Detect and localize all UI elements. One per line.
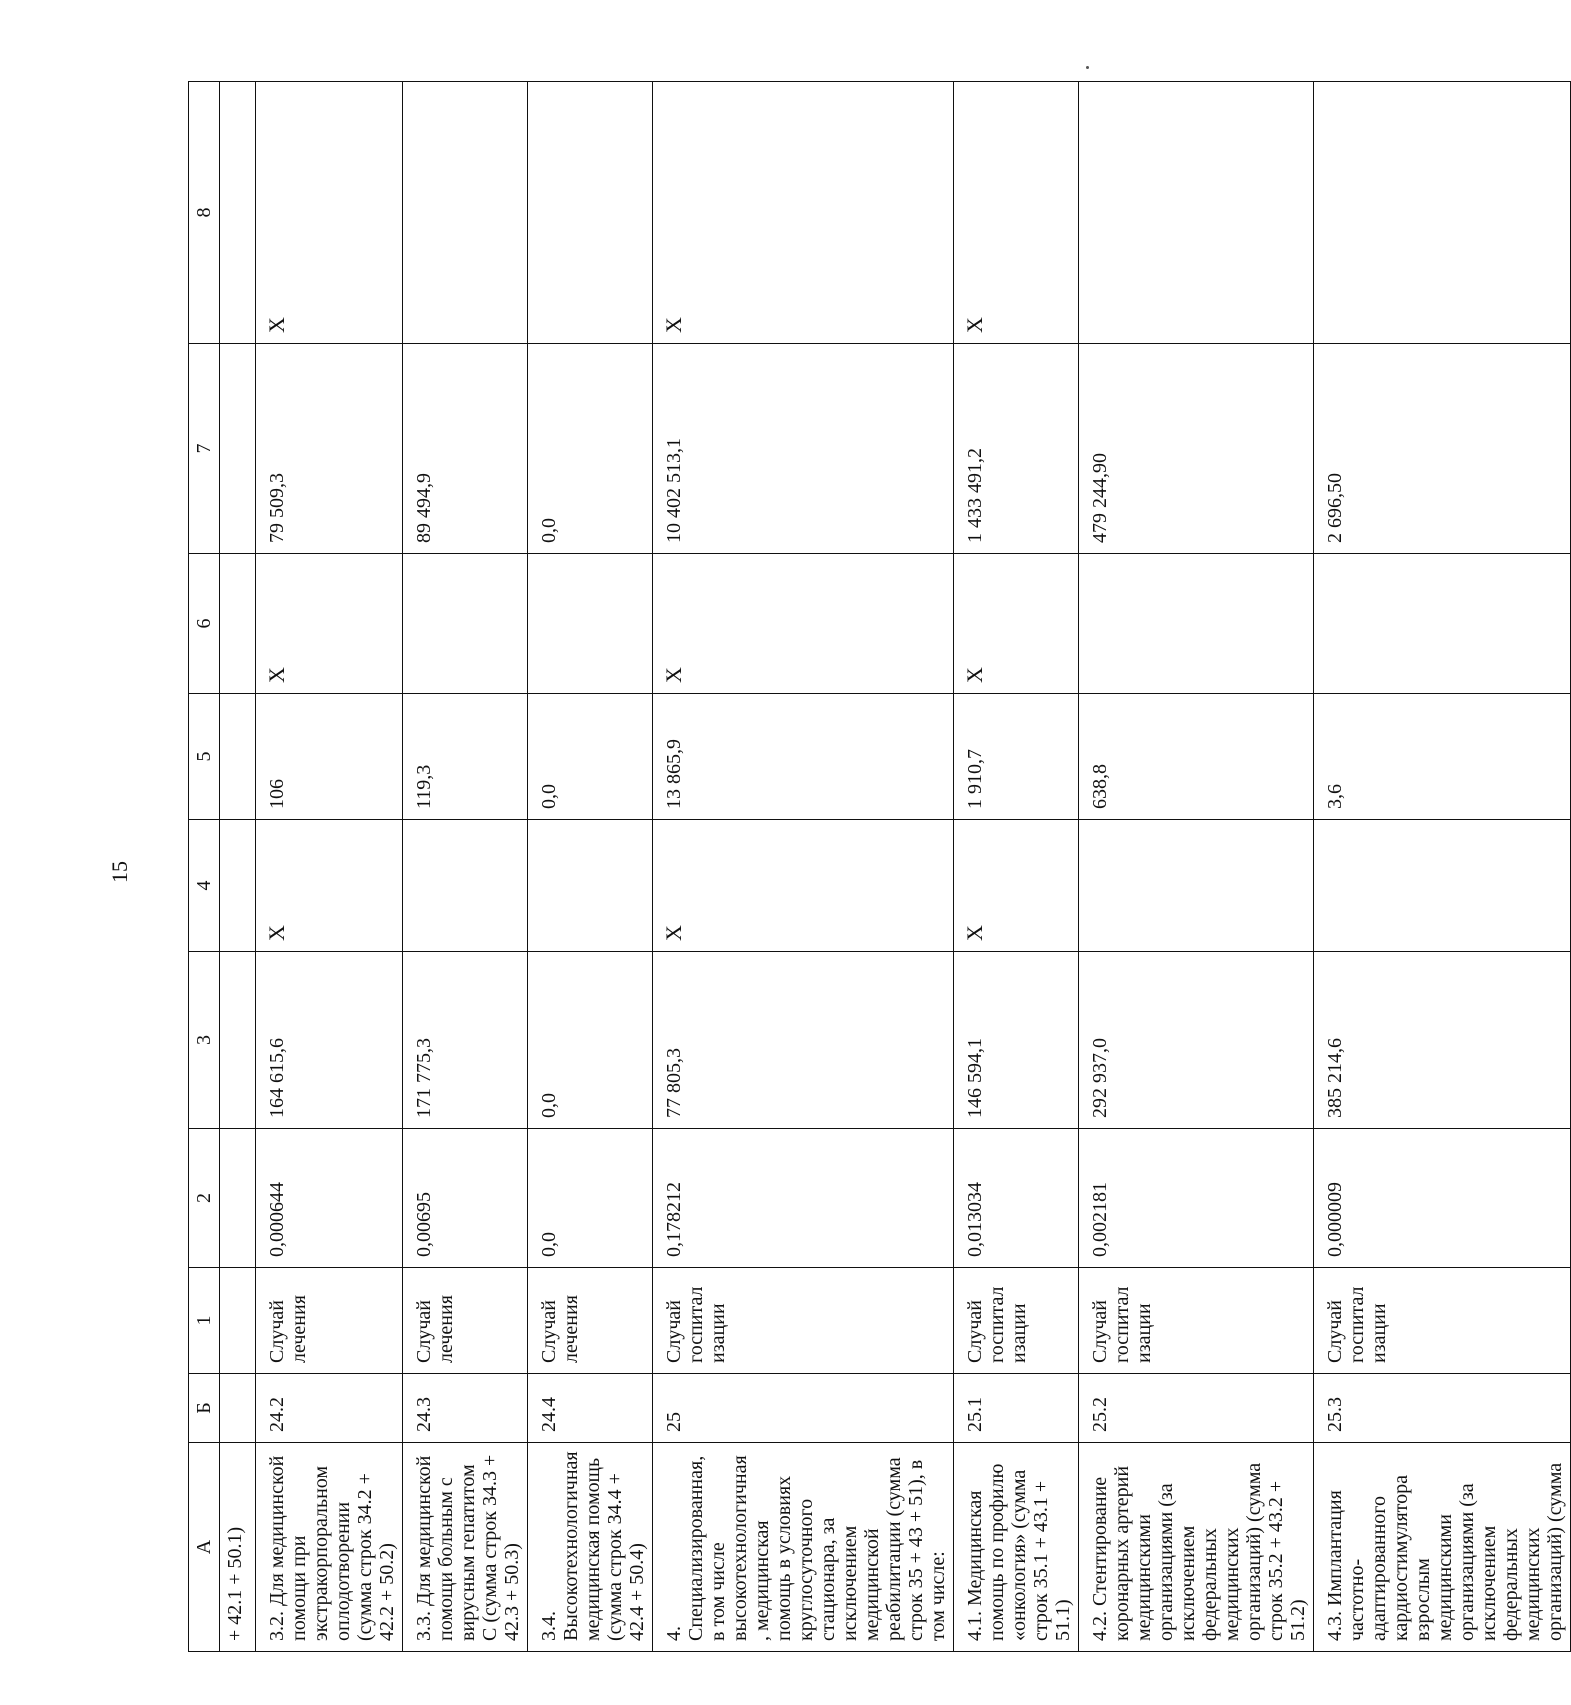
- table-cell: Случай лечения: [403, 1268, 528, 1374]
- table-cell: 4. Специализированная, в том числе высокотехнологичная, медицинская помощь в условиях круглосуточного стационара, за исключением медицинской реабилитации (сумма строк 35 + 43 + 51), в том числе:: [653, 1443, 954, 1652]
- table-cell: 385 214,6: [1314, 952, 1571, 1129]
- header-cell: 2: [189, 1129, 220, 1268]
- table-cell: 119,3: [403, 694, 528, 820]
- table-cell: Х: [954, 554, 1079, 694]
- table-cell: 3,6: [1314, 694, 1571, 820]
- table-cell: 0,0: [528, 1129, 653, 1268]
- table-cell: Х: [256, 820, 403, 952]
- table-cell: 4.3. Имплантация частотно-адаптированного кардиостимулятора взрослым медицинскими организациями (за исключением федеральных медицинских организаций) (сумма: [1314, 1443, 1571, 1652]
- table-cell: 0,000009: [1314, 1129, 1571, 1268]
- table-cell: Х: [653, 820, 954, 952]
- table-cell: [1314, 820, 1571, 952]
- table-cell: [1079, 820, 1314, 952]
- rotated-table-container: [188, 82, 1566, 1652]
- table-cell: 0,000644: [256, 1129, 403, 1268]
- table-cell: 3.3. Для медицинской помощи больным с вирусным гепатитом С (сумма строк 34.3 + 42.3 + 50.3): [403, 1443, 528, 1652]
- table-cell: + 42.1 + 50.1): [220, 1443, 256, 1652]
- table-cell: 0,178212: [653, 1129, 954, 1268]
- header-cell: 7: [189, 344, 220, 554]
- table-cell: [220, 1374, 256, 1443]
- scan-speck: [1086, 66, 1089, 69]
- table-cell: 24.3: [403, 1374, 528, 1443]
- table-cell: 89 494,9: [403, 344, 528, 554]
- table-cell: Случай госпитализации: [1314, 1268, 1571, 1374]
- table-cell: [220, 1268, 256, 1374]
- table-row: [653, 82, 954, 1652]
- table-cell: 1 433 491,2: [954, 344, 1079, 554]
- table-cell: [528, 554, 653, 694]
- table-cell: 106: [256, 694, 403, 820]
- table-cell: 638,8: [1079, 694, 1314, 820]
- header-cell: 4: [189, 820, 220, 952]
- table-cell: 3.2. Для медицинской помощи при экстракорпоральном оплодотворении (сумма строк 34.2 + 42.2 + 50.2): [256, 1443, 403, 1652]
- table-cell: [1079, 82, 1314, 344]
- page-number: 15: [107, 861, 132, 883]
- table-cell: Х: [256, 82, 403, 344]
- table-cell: 0,00695: [403, 1129, 528, 1268]
- table-cell: [1314, 82, 1571, 344]
- table-cell: [220, 952, 256, 1129]
- table-cell: Случай лечения: [256, 1268, 403, 1374]
- table-cell: [220, 554, 256, 694]
- header-cell: 8: [189, 82, 220, 344]
- table-cell: 24.4: [528, 1374, 653, 1443]
- data-table: [188, 81, 1571, 1652]
- table-cell: Случай лечения: [528, 1268, 653, 1374]
- table-cell: 0,0: [528, 344, 653, 554]
- table-cell: Х: [653, 554, 954, 694]
- table-cell: 2 696,50: [1314, 344, 1571, 554]
- table-row: [403, 82, 528, 1652]
- table-cell: Х: [653, 82, 954, 344]
- table-cell: [403, 820, 528, 952]
- table-row: [256, 82, 403, 1652]
- table-cell: Случай госпитализации: [954, 1268, 1079, 1374]
- table-cell: 0,0: [528, 694, 653, 820]
- table-cell: 0,013034: [954, 1129, 1079, 1268]
- table-cell: [403, 82, 528, 344]
- table-header-row: [189, 82, 220, 1652]
- table-cell: 25.3: [1314, 1374, 1571, 1443]
- table-cell: 0,0: [528, 952, 653, 1129]
- table-row: [1314, 82, 1571, 1652]
- table-row: [954, 82, 1079, 1652]
- table-cell: Х: [256, 554, 403, 694]
- header-cell: 5: [189, 694, 220, 820]
- table-cell: Случай госпитализации: [653, 1268, 954, 1374]
- table-cell: 1 910,7: [954, 694, 1079, 820]
- table-cell: 0,002181: [1079, 1129, 1314, 1268]
- table-cell: 4.1. Медицинская помощь по профилю «онкология» (сумма строк 35.1 + 43.1 + 51.1): [954, 1443, 1079, 1652]
- table-cell: [220, 344, 256, 554]
- table-cell: 10 402 513,1: [653, 344, 954, 554]
- header-cell: Б: [189, 1374, 220, 1443]
- table-cell: 146 594,1: [954, 952, 1079, 1129]
- table-cell: 13 865,9: [653, 694, 954, 820]
- table-cell: 171 775,3: [403, 952, 528, 1129]
- header-cell: 3: [189, 952, 220, 1129]
- table-cell: 164 615,6: [256, 952, 403, 1129]
- table-cell: [220, 820, 256, 952]
- table-cell: Х: [954, 820, 1079, 952]
- table-cell: [220, 82, 256, 344]
- table-cell: [1079, 554, 1314, 694]
- table-cell: 25: [653, 1374, 954, 1443]
- header-cell: 6: [189, 554, 220, 694]
- table-cell: [528, 820, 653, 952]
- table-cell: 3.4. Высокотехнологичная медицинская помощь (сумма строк 34.4 + 42.4 + 50.4): [528, 1443, 653, 1652]
- table-cell: Х: [954, 82, 1079, 344]
- table-row: [220, 82, 256, 1652]
- header-cell: А: [189, 1443, 220, 1652]
- table-cell: 24.2: [256, 1374, 403, 1443]
- table-cell: [403, 554, 528, 694]
- table-cell: 25.1: [954, 1374, 1079, 1443]
- table-cell: [528, 82, 653, 344]
- table-row: [528, 82, 653, 1652]
- table-cell: 4.2. Стентирование коронарных артерий медицинскими организациями (за исключением федеральных медицинских организаций) (сумма строк 35.2 + 43.2 + 51.2): [1079, 1443, 1314, 1652]
- table-cell: 292 937,0: [1079, 952, 1314, 1129]
- table-cell: 79 509,3: [256, 344, 403, 554]
- table-cell: [220, 694, 256, 820]
- header-cell: 1: [189, 1268, 220, 1374]
- table-cell: [1314, 554, 1571, 694]
- table-cell: 479 244,90: [1079, 344, 1314, 554]
- table-cell: Случай госпитализации: [1079, 1268, 1314, 1374]
- table-cell: 25.2: [1079, 1374, 1314, 1443]
- table-cell: [220, 1129, 256, 1268]
- table-cell: 77 805,3: [653, 952, 954, 1129]
- table-row: [1079, 82, 1314, 1652]
